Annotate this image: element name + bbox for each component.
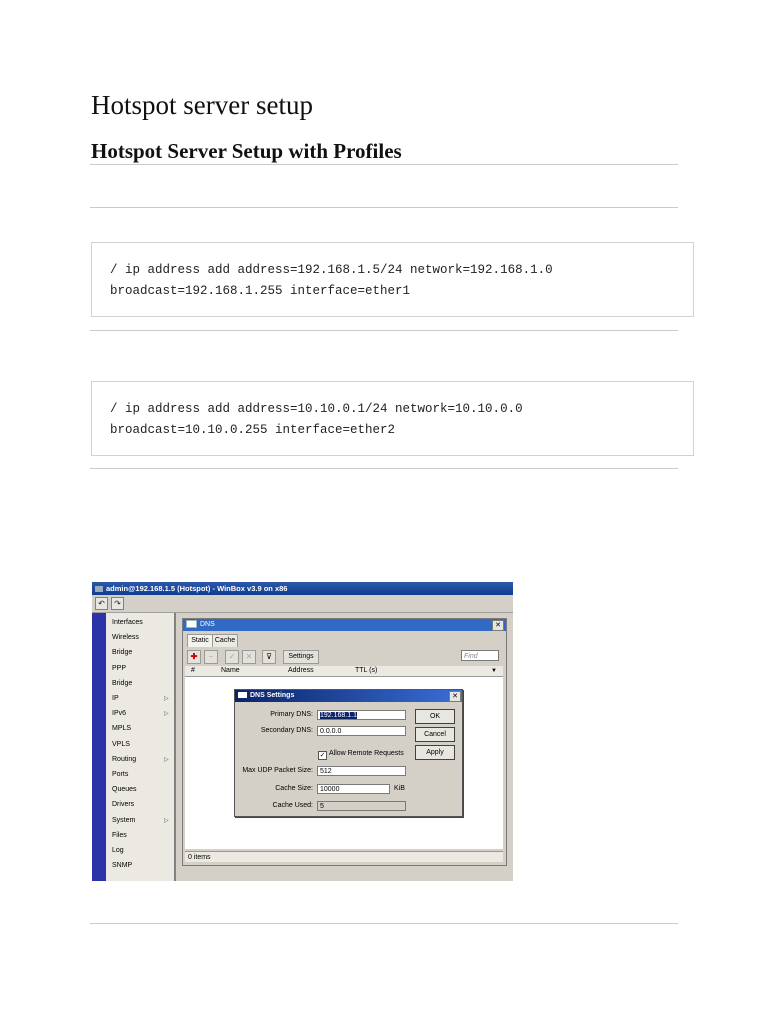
column-header[interactable]: Address xyxy=(288,667,314,674)
menu-item[interactable]: Log xyxy=(112,847,124,854)
tab-cache[interactable]: Cache xyxy=(212,634,238,647)
code-block-2 xyxy=(91,381,694,456)
submenu-arrow-icon: ▷ xyxy=(164,817,169,824)
primary-dns-label: Primary DNS: xyxy=(270,711,313,718)
submenu-arrow-icon: ▷ xyxy=(164,711,169,718)
winbox-screenshot xyxy=(92,582,513,881)
max-udp-label: Max UDP Packet Size: xyxy=(242,767,313,774)
code-block-1 xyxy=(91,242,694,317)
menu-item[interactable]: System xyxy=(112,816,136,824)
page-title: Hotspot server setup xyxy=(91,90,313,120)
find-input[interactable]: Find xyxy=(461,650,499,661)
cancel-button[interactable]: Cancel xyxy=(415,727,455,742)
status-bar: 0 items xyxy=(185,851,503,862)
code-line: broadcast=192.168.1.255 interface=ether1 xyxy=(110,284,411,298)
menu-item[interactable]: Files xyxy=(112,831,127,839)
divider xyxy=(90,207,678,208)
winbox-side-stripe xyxy=(92,613,106,881)
disable-icon[interactable]: ✕ xyxy=(242,650,256,664)
settings-button[interactable]: Settings xyxy=(283,650,319,664)
winbox-toolbar xyxy=(92,595,513,613)
winbox-title: admin@192.168.1.5 (Hotspot) - WinBox v3.9 on x86 xyxy=(106,584,288,593)
apply-button[interactable]: Apply xyxy=(415,745,455,760)
menu-item[interactable]: VPLS xyxy=(112,740,130,748)
secondary-dns-field[interactable]: 0.0.0.0 xyxy=(317,726,406,736)
column-header[interactable]: TTL (s) xyxy=(355,667,378,674)
cache-size-unit: KiB xyxy=(394,785,405,792)
cache-size-field[interactable]: 10000 xyxy=(317,784,390,794)
menu-item[interactable]: IPv6 xyxy=(112,710,127,718)
menu-item[interactable]: Ports xyxy=(112,771,129,778)
remove-icon[interactable]: − xyxy=(204,650,218,664)
primary-dns-field[interactable] xyxy=(317,710,406,720)
column-header[interactable]: # xyxy=(191,667,195,674)
section-heading: Hotspot Server Setup with Profiles xyxy=(91,139,402,163)
menu-item[interactable]: MPLS xyxy=(112,725,132,733)
enable-icon[interactable]: ✓ xyxy=(225,650,239,664)
menu-item[interactable]: Bridge xyxy=(112,679,133,687)
dns-toolbar xyxy=(185,648,503,664)
menu-item[interactable]: Wireless xyxy=(112,634,139,642)
menu-item[interactable]: PPP xyxy=(112,664,127,672)
window-icon xyxy=(186,620,197,628)
divider xyxy=(90,468,678,469)
divider xyxy=(90,923,678,924)
filter-icon[interactable]: ⊽ xyxy=(262,650,276,664)
dns-settings-dialog xyxy=(234,689,463,817)
divider xyxy=(90,164,678,165)
tab-static[interactable]: Static xyxy=(187,634,213,647)
menu-item[interactable]: IP xyxy=(112,695,119,702)
cache-used-label: Cache Used: xyxy=(272,802,313,809)
divider xyxy=(90,330,678,331)
redo-icon[interactable]: ↷ xyxy=(111,597,124,610)
winbox-menu xyxy=(106,613,176,881)
window-icon xyxy=(238,692,247,698)
submenu-arrow-icon: ▷ xyxy=(164,696,169,702)
dns-window-title: DNS xyxy=(200,621,215,628)
add-icon[interactable]: ✚ xyxy=(187,650,201,664)
menu-item[interactable]: SNMP xyxy=(112,862,133,870)
menu-item[interactable]: Drivers xyxy=(112,801,135,809)
menu-item[interactable]: Routing xyxy=(112,755,137,763)
code-line: / ip address add address=192.168.1.5/24 network=192.168.1.0 xyxy=(110,263,553,277)
dns-settings-title: DNS Settings xyxy=(250,692,295,699)
allow-remote-label: Allow Remote Requests xyxy=(329,750,404,757)
chevron-down-icon[interactable]: ▼ xyxy=(491,668,497,674)
code-line: broadcast=10.10.0.255 interface=ether2 xyxy=(110,423,396,437)
winbox-titlebar xyxy=(92,582,513,595)
submenu-arrow-icon: ▷ xyxy=(164,756,169,763)
cache-used-field: 5 xyxy=(317,801,406,811)
close-icon[interactable]: ✕ xyxy=(449,691,461,702)
menu-item[interactable]: Bridge xyxy=(112,649,133,657)
undo-icon[interactable]: ↶ xyxy=(95,597,108,610)
column-header[interactable]: Name xyxy=(221,667,240,674)
allow-remote-checkbox[interactable]: ✓ xyxy=(319,752,326,759)
secondary-dns-label: Secondary DNS: xyxy=(260,727,313,734)
max-udp-field[interactable]: 512 xyxy=(317,766,406,776)
list-header xyxy=(185,666,503,677)
dns-window-titlebar xyxy=(183,619,506,631)
dns-settings-titlebar xyxy=(235,690,462,702)
code-line: / ip address add address=10.10.0.1/24 network=10.10.0.0 xyxy=(110,402,523,416)
primary-dns-value: 192.168.1.1 xyxy=(320,712,357,719)
winbox-app-icon xyxy=(95,586,103,592)
menu-item[interactable]: Queues xyxy=(112,786,137,794)
ok-button[interactable]: OK xyxy=(415,709,455,724)
close-icon[interactable]: ✕ xyxy=(492,620,504,631)
cache-size-label: Cache Size: xyxy=(275,785,313,792)
menu-item[interactable]: Interfaces xyxy=(112,619,143,626)
